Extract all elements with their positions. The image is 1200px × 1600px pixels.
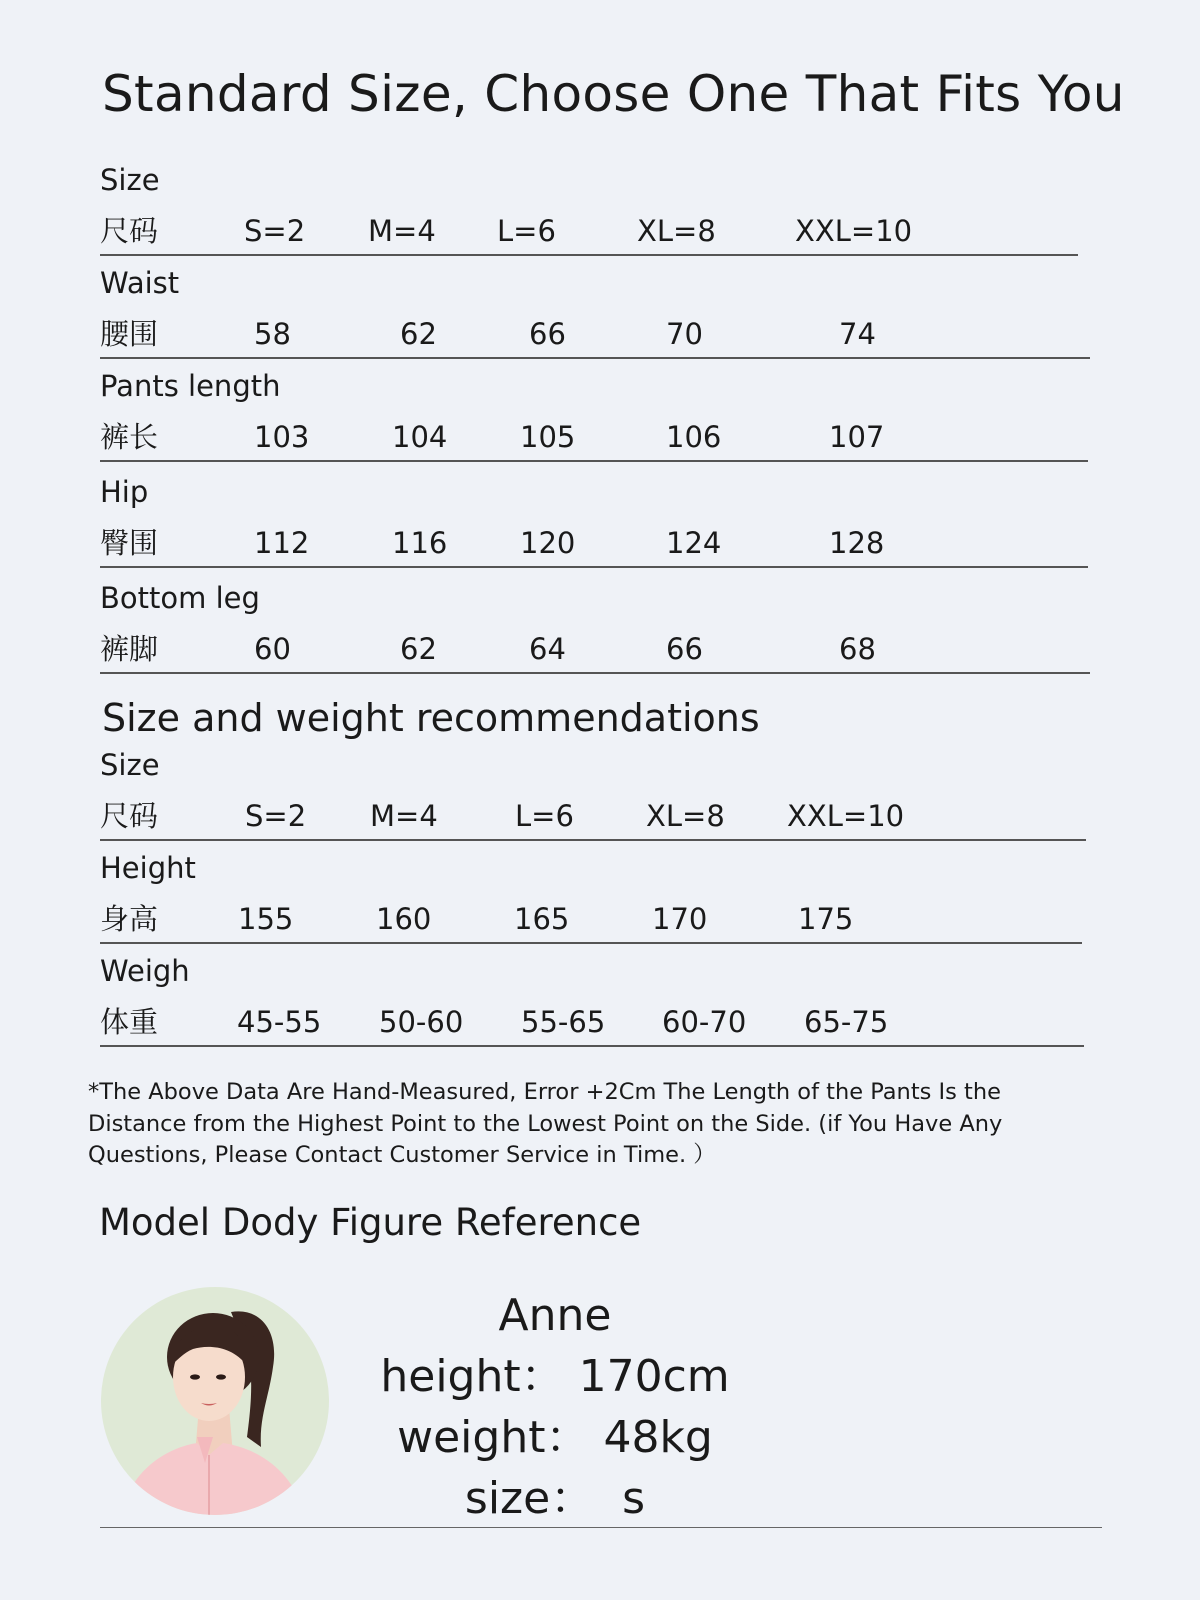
cell-l: 55-65 (521, 1005, 606, 1039)
row-divider (100, 566, 1088, 568)
cell-xl: 66 (666, 632, 703, 666)
row-label-zh: 尺码 (100, 799, 159, 833)
model-section-title: Model Dody Figure Reference (99, 1201, 642, 1244)
cell-m: 116 (392, 526, 448, 560)
cell-m: 62 (400, 317, 437, 351)
cell-xl: 106 (666, 420, 722, 454)
cell-xl: 124 (666, 526, 722, 560)
cell-s: 112 (254, 526, 310, 560)
cell-l: 165 (514, 902, 570, 936)
cell-s: S=2 (245, 799, 307, 833)
page-title: Standard Size, Choose One That Fits You (102, 65, 1125, 123)
model-name: Anne (498, 1290, 612, 1341)
cell-xl: 60-70 (662, 1005, 747, 1039)
cell-xxl: 128 (829, 526, 885, 560)
cell-xxl: XXL=10 (795, 214, 913, 248)
cell-m: 104 (392, 420, 448, 454)
row-divider (100, 672, 1090, 674)
row-label-en: Size (100, 748, 160, 782)
row-divider (100, 357, 1090, 359)
cell-l: 105 (520, 420, 576, 454)
row-label-en: Weigh (100, 954, 190, 988)
row-divider (100, 1045, 1084, 1047)
cell-s: 103 (254, 420, 310, 454)
row-label-en: Height (100, 851, 196, 885)
row-label-zh: 身高 (100, 902, 159, 936)
model-avatar (101, 1287, 329, 1515)
cell-s: 60 (254, 632, 291, 666)
row-label-zh: 腰围 (100, 317, 159, 351)
cell-l: 64 (529, 632, 566, 666)
cell-xxl: XXL=10 (787, 799, 905, 833)
cell-l: L=6 (515, 799, 574, 833)
row-label-en: Bottom leg (100, 581, 260, 615)
row-divider (100, 942, 1082, 944)
cell-xxl: 68 (839, 632, 876, 666)
row-divider (100, 839, 1086, 841)
row-label-zh: 裤长 (100, 420, 159, 454)
model-weight: weight： 48kg (397, 1412, 713, 1463)
recommendations-title: Size and weight recommendations (102, 696, 760, 740)
row-label-en: Hip (100, 475, 149, 509)
bottom-divider (100, 1527, 1102, 1528)
row-label-en: Size (100, 163, 160, 197)
cell-l: L=6 (497, 214, 556, 248)
row-label-zh: 裤脚 (100, 632, 159, 666)
cell-xl: 170 (652, 902, 708, 936)
row-label-zh: 尺码 (100, 214, 159, 248)
cell-s: 155 (238, 902, 294, 936)
cell-s: S=2 (244, 214, 306, 248)
cell-s: 45-55 (237, 1005, 322, 1039)
row-divider (100, 460, 1088, 462)
measurement-note: *The Above Data Are Hand-Measured, Error +2Cm The Length of the Pants Is the Distance from the Highest Point to the Lowest Point on the Side. (if You Have Any Questions, Please Contact Customer Service in Time. ） (88, 1079, 1003, 1168)
cell-m: M=4 (370, 799, 438, 833)
row-label-en: Waist (100, 266, 180, 300)
cell-xxl: 175 (798, 902, 854, 936)
cell-m: 50-60 (379, 1005, 464, 1039)
row-label-zh: 体重 (100, 1005, 159, 1039)
cell-xxl: 65-75 (804, 1005, 889, 1039)
cell-m: 62 (400, 632, 437, 666)
model-info (340, 1285, 770, 1529)
cell-xxl: 107 (829, 420, 885, 454)
cell-xxl: 74 (839, 317, 876, 351)
cell-m: 160 (376, 902, 432, 936)
cell-l: 66 (529, 317, 566, 351)
row-label-en: Pants length (100, 369, 281, 403)
cell-l: 120 (520, 526, 576, 560)
cell-xl: 70 (666, 317, 703, 351)
cell-xl: XL=8 (646, 799, 725, 833)
cell-xl: XL=8 (637, 214, 716, 248)
cell-s: 58 (254, 317, 291, 351)
model-size: size： s (464, 1473, 646, 1524)
row-divider (100, 254, 1078, 256)
cell-m: M=4 (368, 214, 436, 248)
row-label-zh: 臀围 (100, 526, 159, 560)
model-height: height： 170cm (380, 1351, 730, 1402)
